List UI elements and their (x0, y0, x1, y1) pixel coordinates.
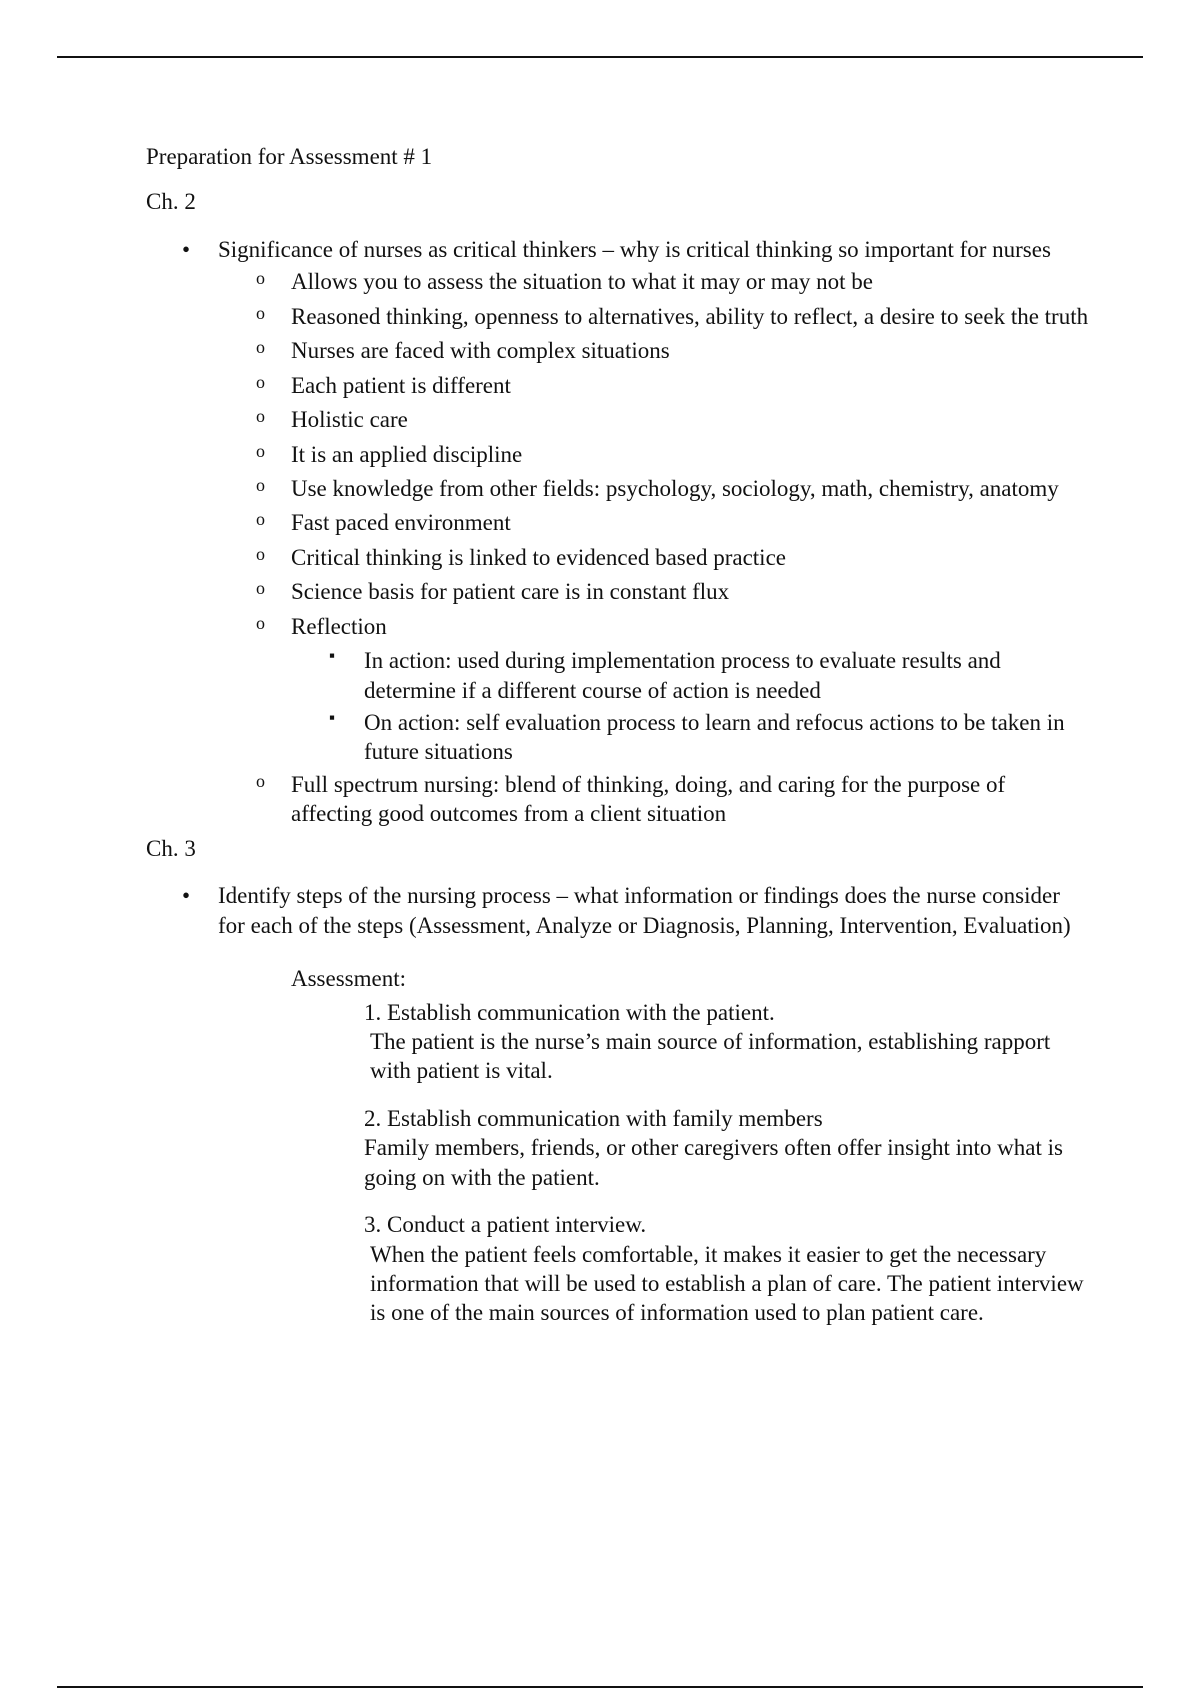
circle-bullet-icon: o (256, 509, 265, 530)
square-bullet-icon: ▪ (329, 646, 336, 666)
circle-bullet-icon: o (256, 474, 265, 495)
step-title: 1. Establish communication with the patient. (364, 999, 775, 1025)
circle-bullet-icon: o (256, 578, 265, 599)
list-item: ▪ On action: self evaluation process to learn and refocus actions to be taken in future situations (329, 708, 1065, 765)
circle-bullet-icon: o (256, 371, 265, 392)
square-bullet-icon: ▪ (329, 708, 336, 727)
chapter-3-heading: Ch. 3 (146, 835, 196, 861)
chapter-2-heading: Ch. 2 (146, 189, 196, 215)
document-body (146, 142, 1091, 1346)
ch2-main-bullet (146, 235, 1091, 264)
list-item: o Reflection (256, 612, 387, 639)
step-text: The patient is the nurse’s main source of information, establishing rapport with patient is vital. (370, 1028, 1051, 1084)
list-item: o Full spectrum nursing: blend of thinking, doing, and caring for the purpose of affecting good outcomes from a client situation (256, 770, 1006, 827)
assessment-step (146, 1104, 1091, 1192)
list-item: o Each patient is different (256, 371, 511, 398)
ch3-main-bullet (146, 881, 1091, 940)
circle-bullet-icon: o (256, 440, 265, 461)
list-item: o Holistic care (256, 406, 408, 433)
circle-bullet-icon: o (256, 302, 265, 323)
circle-bullet-icon: o (256, 543, 265, 564)
list-item: o It is an applied discipline (256, 440, 523, 467)
assessment-label: Assessment: (291, 966, 406, 992)
step-text: When the patient feels comfortable, it makes it easier to get the necessary information that will be used to establish a plan of care. The patient interview is one of the main sources of information used to plan patient care. (370, 1241, 1084, 1326)
circle-bullet-icon: o (256, 612, 265, 633)
bottom-rule (57, 1686, 1143, 1688)
list-item: o Critical thinking is linked to evidenced based practice (256, 543, 786, 570)
assessment-step (146, 998, 1091, 1086)
assessment-step (146, 1210, 1091, 1328)
step-title: 2. Establish communication with family members (364, 1105, 823, 1131)
bullet-icon: • (182, 236, 191, 262)
list-item: o Science basis for patient care is in constant flux (256, 578, 730, 605)
page-title: Preparation for Assessment # 1 (146, 144, 433, 169)
circle-bullet-icon: o (256, 337, 265, 358)
bullet-icon: • (182, 883, 191, 909)
list-item: o Fast paced environment (256, 509, 511, 536)
circle-bullet-icon: o (256, 268, 265, 289)
step-text: Family members, friends, or other caregivers often offer insight into what is going on with the patient. (364, 1135, 1063, 1190)
list-item: ▪ In action: used during implementation process to evaluate results and determine if a different course of action is needed (329, 646, 1001, 703)
list-item: o Reasoned thinking, openness to alternatives, ability to reflect, a desire to seek the truth (256, 302, 1089, 329)
list-item: o Use knowledge from other fields: psychology, sociology, math, chemistry, anatomy (256, 474, 1059, 501)
list-item: o Allows you to assess the situation to what it may or may not be (256, 268, 873, 295)
top-rule (57, 56, 1143, 58)
circle-bullet-icon: o (256, 770, 265, 791)
step-title: 3. Conduct a patient interview. (364, 1212, 647, 1238)
list-item: o Nurses are faced with complex situations (256, 337, 670, 364)
ch3-bullet-text: Identify steps of the nursing process – what information or findings does the nurse consider for each of the steps (Assessment, Analyze or Diagnosis, Planning, Intervention, Evaluation) (218, 883, 1071, 938)
circle-bullet-icon: o (256, 406, 265, 427)
ch2-bullet-text: Significance of nurses as critical thinkers – why is critical thinking so important for nurses (218, 236, 1051, 262)
